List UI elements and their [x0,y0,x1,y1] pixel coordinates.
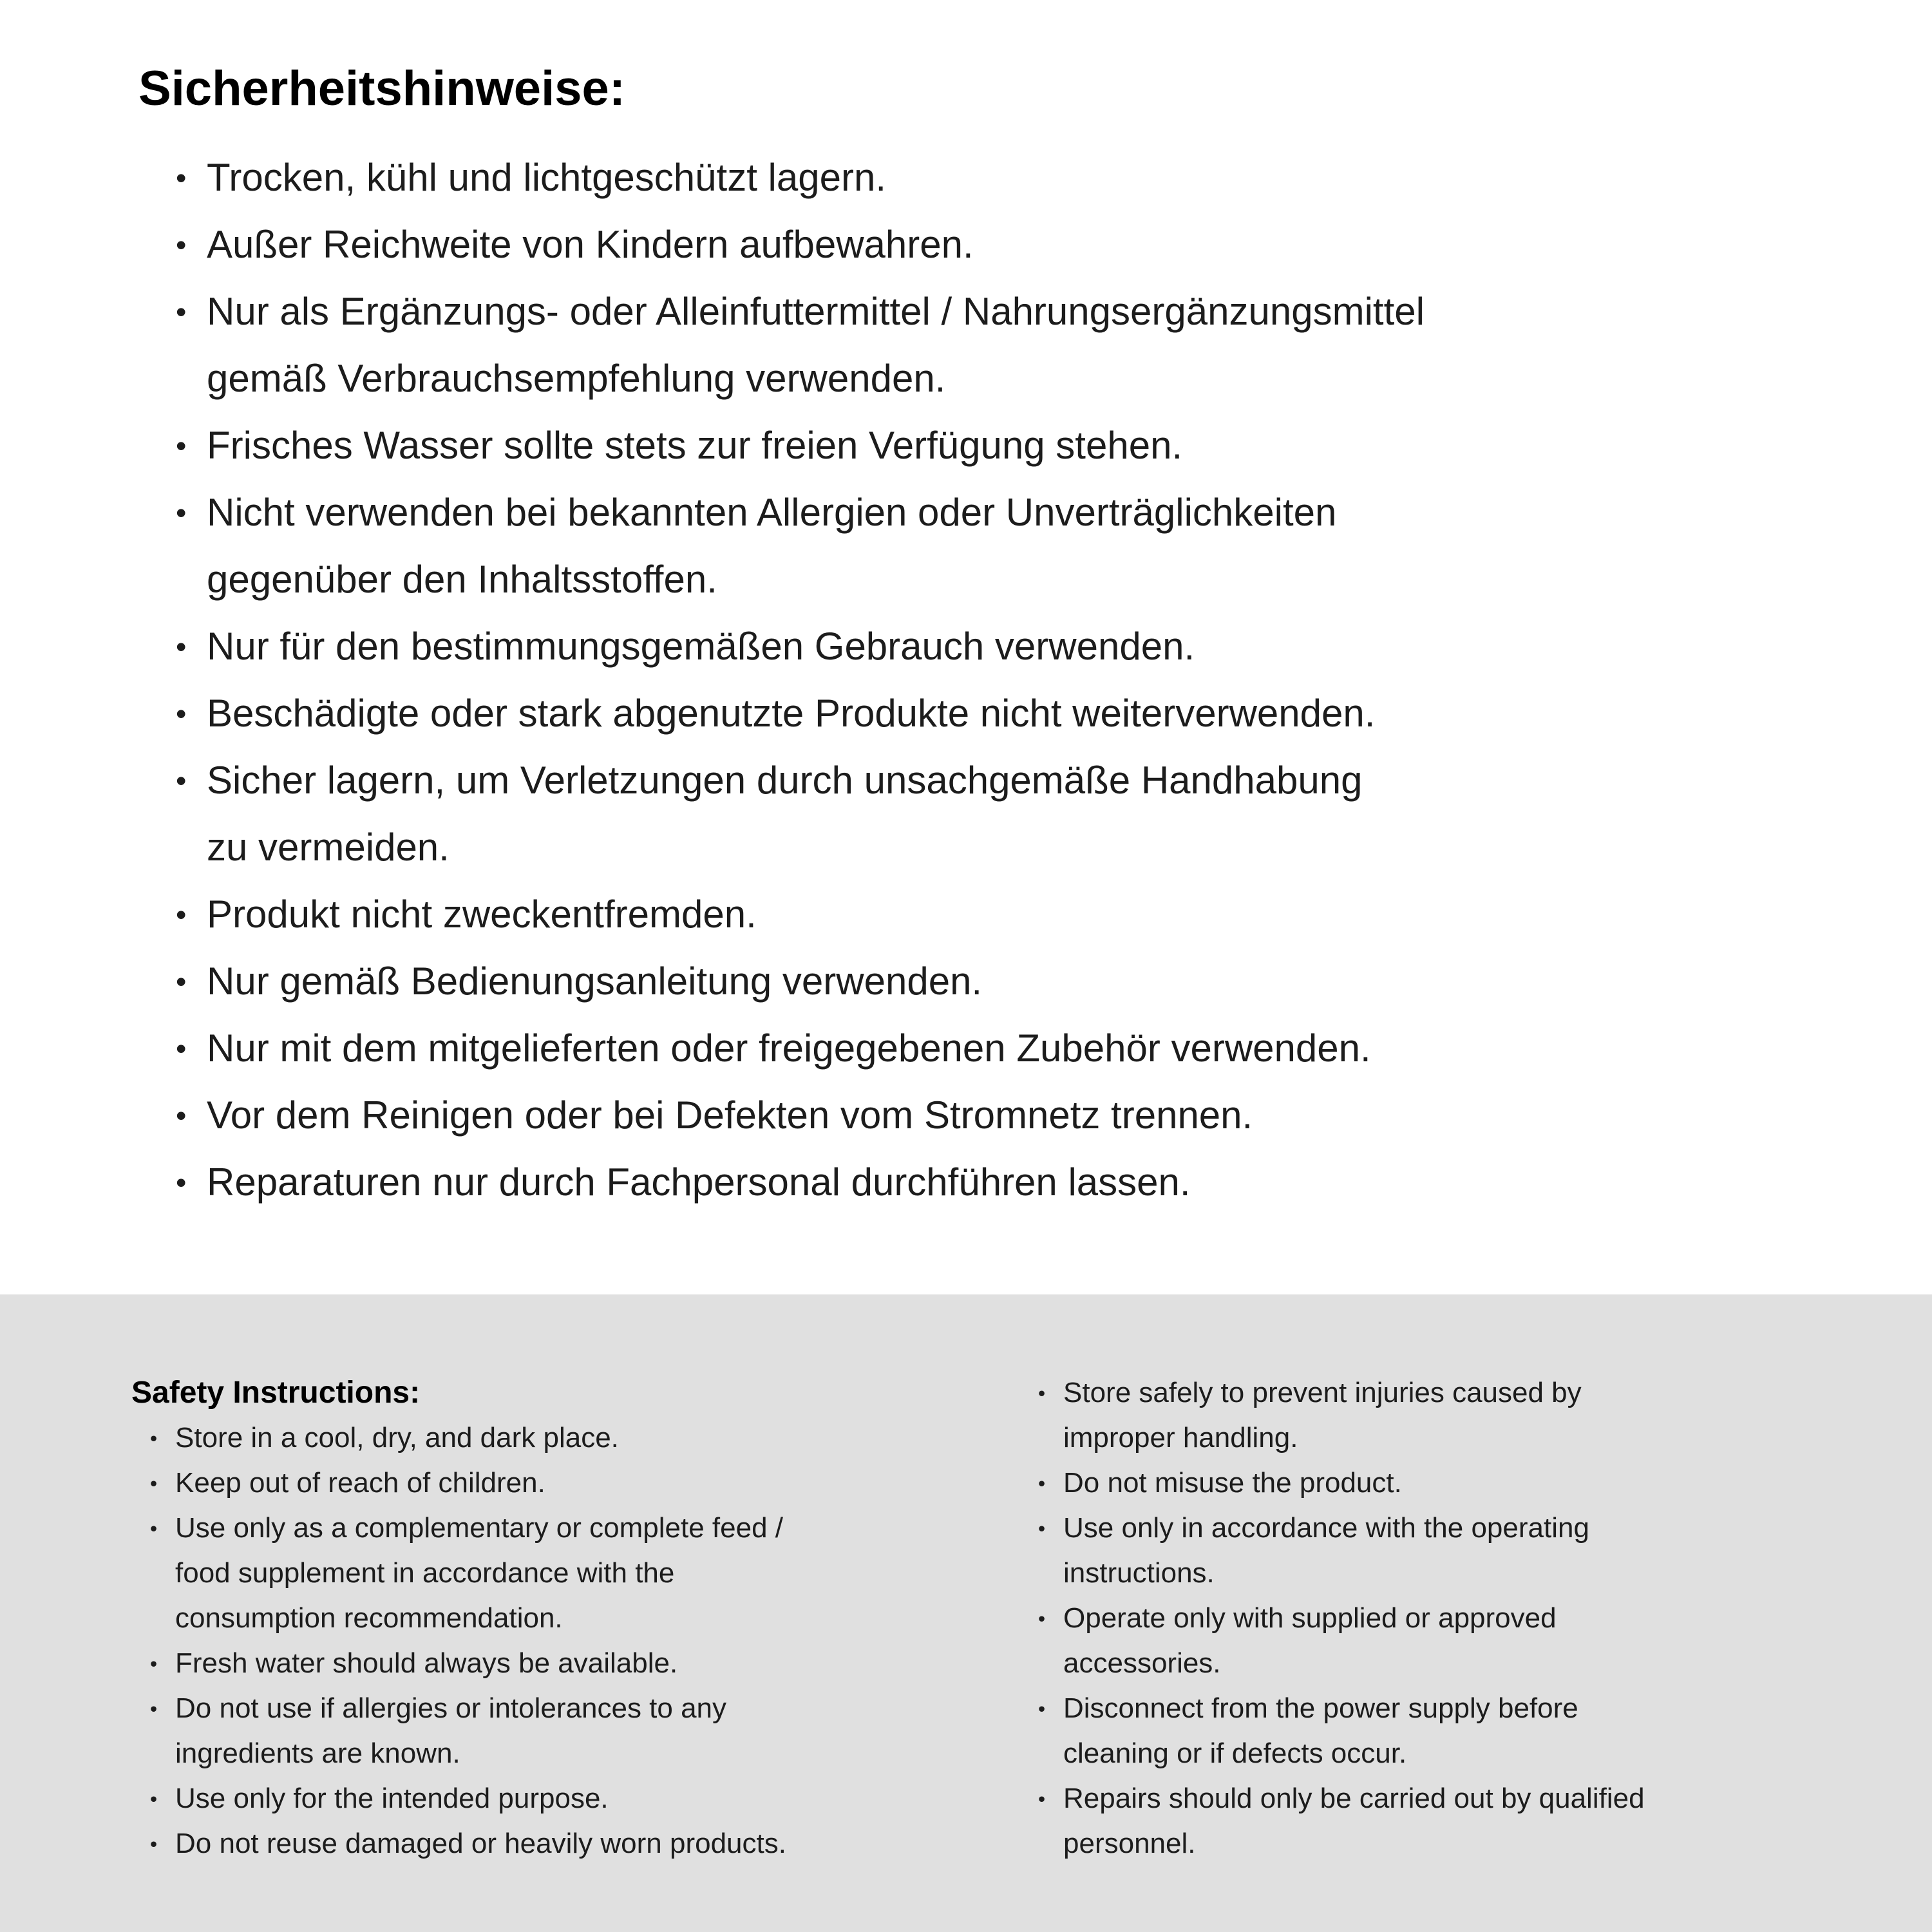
list-item-line: • Nur als Ergänzungs- oder Alleinfuttermittel / Nahrungsergänzungsmittel [207,290,1425,333]
list-item-line: • Produkt nicht zweckentfremden. [207,893,757,936]
list-item-line: • Sicher lagern, um Verletzungen durch unsachgemäße Handhabung [207,759,1363,802]
list-item [1038,1686,1887,1776]
list-item [150,1686,1038,1776]
list-item-line: instructions. [1063,1557,1215,1589]
list-item-line: food supplement in accordance with the [175,1557,675,1589]
list-item [150,1641,1038,1686]
list-item-line: cleaning or if defects occur. [1063,1738,1407,1769]
list-item-line: • Nur mit dem mitgelieferten oder freigegebenen Zubehör verwenden. [207,1027,1371,1070]
list-item [1038,1370,1887,1461]
list-item-line: • Store safely to prevent injuries caused by [1063,1377,1582,1408]
list-item-line: • Nur für den bestimmungsgemäßen Gebrauch verwenden. [207,625,1195,668]
list-item [176,948,1874,1015]
english-safety-section [0,1294,1932,1932]
list-item-line: • Use only for the intended purpose. [175,1783,609,1814]
list-item [176,278,1874,412]
list-item-line: • Frisches Wasser sollte stets zur freien Verfügung stehen. [207,424,1183,467]
german-section-title: Sicherheitshinweise: [138,61,626,116]
list-item-line: • Do not misuse the product. [1063,1467,1402,1499]
list-item [176,613,1874,680]
list-item-line: accessories. [1063,1647,1221,1679]
list-item-line: • Trocken, kühl und lichtgeschützt lagern. [207,156,887,199]
list-item-line: • Vor dem Reinigen oder bei Defekten vom Stromnetz trennen. [207,1094,1253,1137]
list-item-line: • Disconnect from the power supply before [1063,1692,1578,1724]
english-safety-list-right [1038,1370,1887,1866]
list-item-line: • Nicht verwenden bei bekannten Allergien oder Unverträglichkeiten [207,491,1337,534]
list-item [1038,1776,1887,1866]
list-item [1038,1596,1887,1686]
list-item [150,1416,1038,1461]
list-item-line: gemäß Verbrauchsempfehlung verwenden. [207,357,946,400]
list-item-line: • Store in a cool, dry, and dark place. [175,1422,619,1454]
english-safety-list-left [150,1416,1038,1866]
list-item [176,1149,1874,1216]
list-item [150,1821,1038,1866]
list-item [176,1082,1874,1149]
list-item [176,680,1874,747]
list-item-line: gegenüber den Inhaltsstoffen. [207,558,717,601]
list-item-line: • Operate only with supplied or approved [1063,1602,1557,1634]
list-item-line: • Do not use if allergies or intolerances to any [175,1692,727,1724]
list-item-line: consumption recommendation. [175,1602,563,1634]
list-item [150,1506,1038,1641]
list-item-line: • Reparaturen nur durch Fachpersonal durchführen lassen. [207,1160,1191,1204]
list-item-line: • Repairs should only be carried out by qualified [1063,1783,1645,1814]
list-item-line: • Use only in accordance with the operating [1063,1512,1589,1544]
english-section-title: Safety Instructions: [131,1376,421,1410]
list-item [176,211,1874,278]
list-item [150,1776,1038,1821]
list-item-line: • Keep out of reach of children. [175,1467,545,1499]
list-item-line: improper handling. [1063,1422,1298,1454]
list-item [176,881,1874,948]
list-item [176,479,1874,613]
list-item-line: zu vermeiden. [207,826,450,869]
list-item [176,144,1874,211]
english-right-column [1038,1370,1887,1932]
list-item [176,747,1874,881]
list-item-line: • Nur gemäß Bedienungsanleitung verwenden. [207,960,983,1003]
list-item-line: • Beschädigte oder stark abgenutzte Produkte nicht weiterverwenden. [207,692,1376,735]
list-item [176,1015,1874,1082]
list-item [1038,1506,1887,1596]
list-item-line: • Fresh water should always be available. [175,1647,678,1679]
list-item-line: • Außer Reichweite von Kindern aufbewahren. [207,223,974,266]
list-item [176,412,1874,479]
english-left-column [131,1370,1038,1932]
list-item [150,1461,1038,1506]
list-item-line: personnel. [1063,1828,1196,1859]
list-item-line: • Do not reuse damaged or heavily worn products. [175,1828,786,1859]
list-item-line: • Use only as a complementary or complete feed / [175,1512,784,1544]
list-item-line: ingredients are known. [175,1738,460,1769]
list-item [1038,1461,1887,1506]
german-safety-list [176,144,1874,1216]
